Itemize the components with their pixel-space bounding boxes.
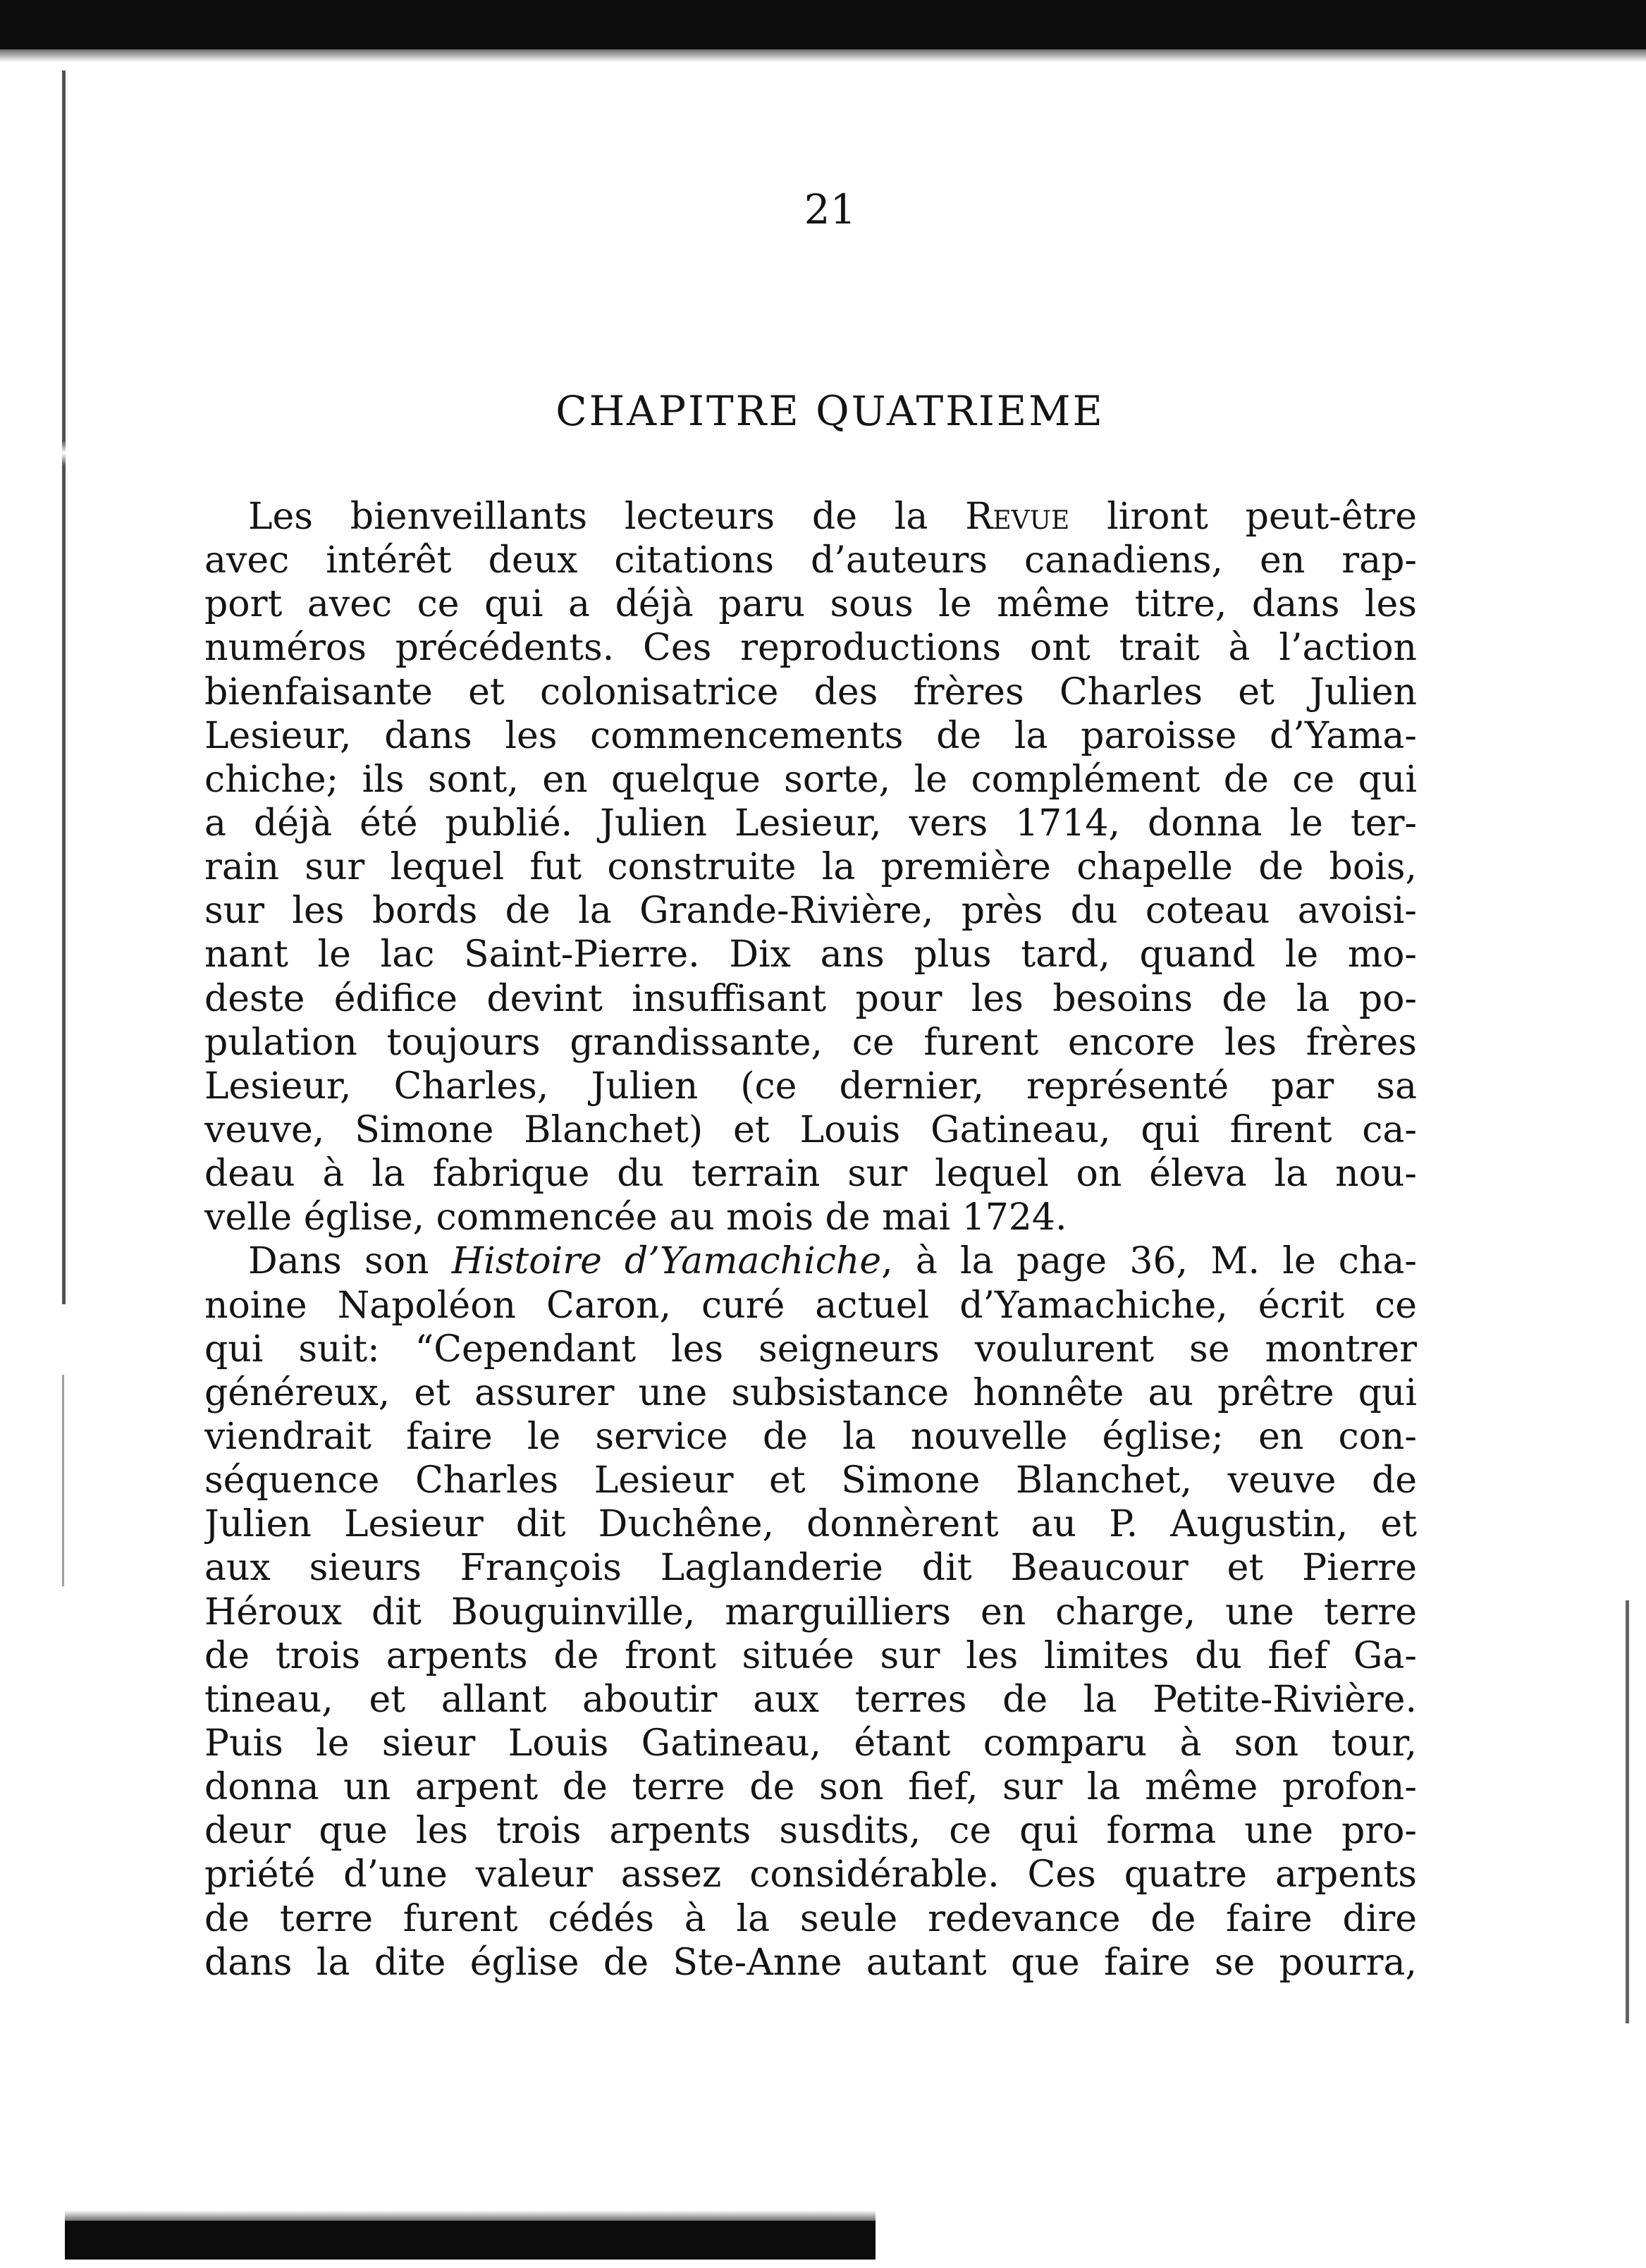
- text-line: [204, 1239, 1417, 1283]
- text-line: bienfaisante et colonisatrice des frères Charles et Julien: [204, 670, 1417, 713]
- text-line: avec intérêt deux citations d’auteurs canadiens, en rap-: [204, 539, 1417, 582]
- text-line: séquence Charles Lesieur et Simone Blanchet, veuve de: [204, 1459, 1417, 1502]
- text-line: viendrait faire le service de la nouvelle église; en con-: [204, 1415, 1417, 1458]
- text-line: Julien Lesieur dit Duchêne, donnèrent au P. Augustin, et: [204, 1503, 1417, 1546]
- text-line: Lesieur, Charles, Julien (ce dernier, représenté par sa: [204, 1065, 1417, 1108]
- text-line: [204, 495, 1417, 539]
- text-span: liront peut-être: [1069, 496, 1417, 538]
- text-span: Dans son: [248, 1240, 452, 1283]
- text-line: deau à la fabrique du terrain sur lequel on éleva la nou-: [204, 1153, 1417, 1196]
- text-line: deur que les trois arpents susdits, ce qui forma une pro-: [204, 1810, 1417, 1853]
- text-line: a déjà été publié. Julien Lesieur, vers 1714, donna le ter-: [204, 802, 1417, 845]
- text-line: Lesieur, dans les commencements de la paroisse d’Yama-: [204, 714, 1417, 757]
- text-line: sur les bords de la Grande-Rivière, près du coteau avoisi-: [204, 890, 1417, 933]
- text-span: Les bienveillants lecteurs de la: [248, 496, 966, 538]
- text-line: qui suit: “Cependant les seigneurs voulurent se montrer: [204, 1328, 1417, 1371]
- text-line: pulation toujours grandissante, ce furent encore les frères: [204, 1021, 1417, 1064]
- journal-name: Revue: [965, 496, 1070, 538]
- page-number: 21: [804, 185, 856, 233]
- text-line: rain sur lequel fut construite la première chapelle de bois,: [204, 846, 1417, 889]
- text-line: de terre furent cédés à la seule redevance de faire dire: [204, 1897, 1417, 1940]
- text-line: port avec ce qui a déjà paru sous le même titre, dans les: [204, 583, 1417, 626]
- text-line: Puis le sieur Louis Gatineau, étant comparu à son tour,: [204, 1722, 1417, 1765]
- text-line: numéros précédents. Ces reproductions ont trait à l’action: [204, 627, 1417, 670]
- text-line: dans la dite église de Ste-Anne autant que faire se pourra,: [204, 1941, 1417, 1984]
- text-line: donna un arpent de terre de son fief, sur la même profon-: [204, 1766, 1417, 1809]
- chapter-title: CHAPITRE QUATRIEME: [555, 387, 1105, 435]
- text-line: priété d’une valeur assez considérable. Ces quatre arpents: [204, 1853, 1417, 1896]
- scan-right-margin-line: [1626, 1600, 1629, 2023]
- text-line: aux sieurs François Laglanderie dit Beaucour et Pierre: [204, 1547, 1417, 1590]
- book-title: Histoire d’Yamachiche: [451, 1240, 882, 1283]
- text-span: , à la page 36, M. le cha-: [881, 1240, 1417, 1283]
- text-line: chiche; ils sont, en quelque sorte, le complément de ce qui: [204, 758, 1417, 801]
- text-line: généreux, et assurer une subsistance honnête au prêtre qui: [204, 1371, 1417, 1414]
- text-line: nant le lac Saint-Pierre. Dix ans plus tard, quand le mo-: [204, 933, 1417, 976]
- body-text: [204, 495, 1417, 1985]
- scan-left-margin-line: [62, 71, 66, 1304]
- text-line: tineau, et allant aboutir aux terres de la Petite-Rivière.: [204, 1678, 1417, 1721]
- scan-bottom-border: [65, 2221, 876, 2260]
- scan-top-border: [0, 0, 1646, 49]
- text-line: velle église, commencée au mois de mai 1724.: [204, 1196, 1067, 1239]
- text-line: Héroux dit Bouguinville, marguilliers en charge, une terre: [204, 1590, 1417, 1633]
- scan-bottom-border-shadow: [65, 2210, 876, 2221]
- scan-top-border-shadow: [0, 49, 1646, 62]
- scan-left-margin-line-lower: [62, 1375, 64, 1586]
- text-line: veuve, Simone Blanchet) et Louis Gatineau, qui firent ca-: [204, 1108, 1417, 1151]
- text-line: de trois arpents de front située sur les limites du fief Ga-: [204, 1634, 1417, 1677]
- text-line: noine Napoléon Caron, curé actuel d’Yamachiche, écrit ce: [204, 1284, 1417, 1327]
- text-line: deste édifice devint insuffisant pour les besoins de la po-: [204, 977, 1417, 1020]
